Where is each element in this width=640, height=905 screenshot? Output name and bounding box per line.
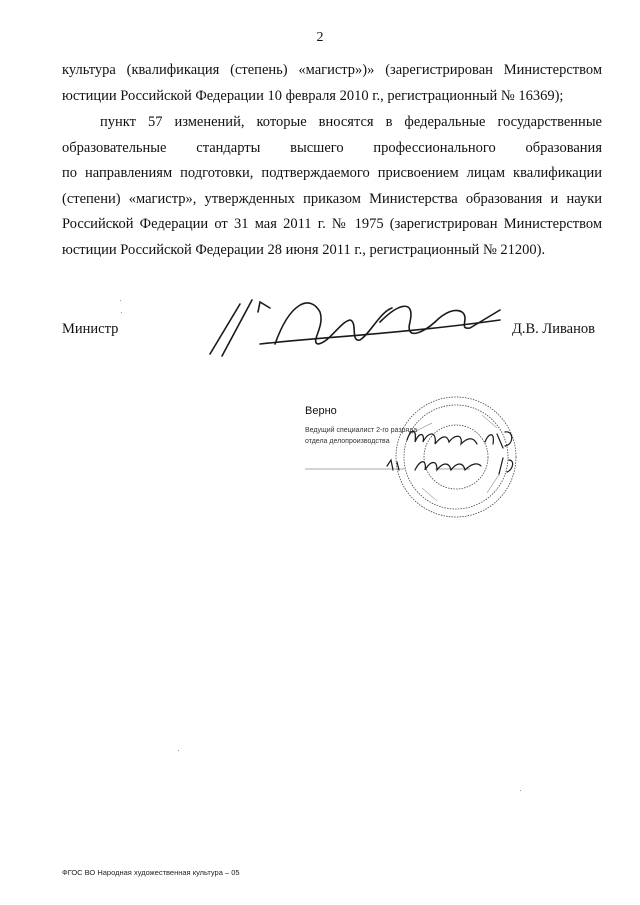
paragraph-line: Российской Федерации от 31 мая 2011 г. № 1975 (зарегистрирован Министерством: [62, 216, 602, 232]
scan-speck: [121, 312, 122, 313]
paragraph-line: юстиции Российской Федерации 28 июня 2011 г., регистрационный № 21200).: [62, 241, 546, 258]
certification-title: Верно: [305, 405, 337, 417]
paragraph-line: культура (квалификация (степень) «магистр»)» (зарегистрирован Министерством: [62, 62, 602, 78]
paragraph-line: образовательные стандарты высшего профессионального образования: [62, 139, 602, 156]
scan-speck: [178, 750, 179, 751]
certification-position: Ведущий специалист 2-го разряда: [305, 427, 418, 434]
certification-department: отдела делопроизводства: [305, 438, 390, 445]
paragraph-item-57: [62, 110, 602, 263]
handwritten-annotation: [385, 418, 535, 478]
paragraph-line: юстиции Российской Федерации 10 февраля 2010 г., регистрационный № 16369);: [62, 87, 564, 104]
paragraph-line: (степени) «магистр», утвержденных приказом Министерства образования и науки: [62, 190, 602, 207]
signatory-title: Министр: [62, 321, 119, 337]
footer-reference: ФГОС ВО Народная художественная культура – 05: [62, 868, 240, 877]
paragraph-line: пункт 57 изменений, которые вносятся в федеральные государственные: [100, 114, 602, 130]
page-number: 2: [316, 30, 324, 45]
scan-speck: [120, 300, 121, 301]
handwritten-signature: [200, 282, 510, 362]
scan-speck: [520, 790, 521, 791]
paragraph-continuation: [62, 58, 602, 109]
signatory-name: Д.В. Ливанов: [512, 321, 595, 337]
paragraph-line: по направлениям подготовки, подтверждаемого присвоением лицам квалификации: [62, 165, 602, 181]
